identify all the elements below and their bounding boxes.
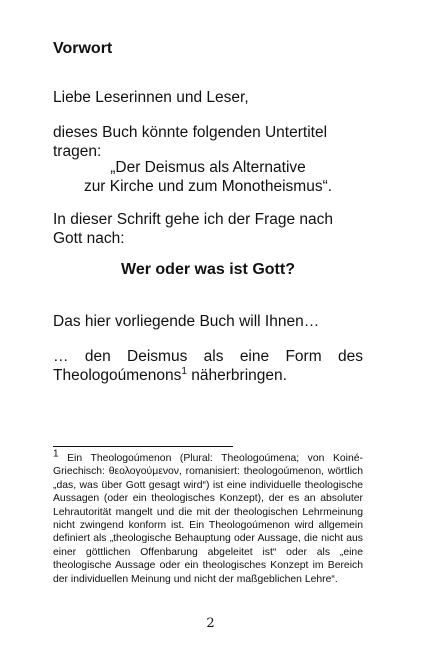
intro-paragraph: dieses Buch könnte folgenden Untertitel tragen:: [53, 124, 328, 160]
greeting-paragraph: Liebe Leserinnen und Leser,: [53, 89, 249, 106]
chapter-heading: Vorwort: [53, 40, 113, 57]
subtitle-quote: [53, 158, 363, 196]
deism-line-1: [53, 347, 363, 366]
deism-word: des: [337, 348, 363, 365]
subtitle-line-2: zur Kirche und zum Monotheismus“.: [83, 178, 333, 195]
theologoumenon-term: Theologoúmenons: [53, 367, 182, 384]
footnote-text: Ein Theologoúmenon (Plural: Theologoúmena; von Koiné-Griechisch: θεολογούμενον, romanisiert: theologoúmenon, wörtlich „das, was über Gott gesagt wird“) ist eine individuelle theologische Aussagen (oder ein theologisches Konzept), der es an absoluter Lehrautorität mangelt und die mit der theologischen Lehrmeinung nicht zwingend konform ist. Ein Theologoúmenon wird allgemein definiert als „theologische Behauptung oder Aussage, die nicht aus einer göttlichen Offenbarung abgeleitet ist“ oder als „eine theologische Aussage oder ein theologisches Konzept im Bereich der individuellen Meinung und nicht der maßgeblichen Lehre“.: [53, 453, 364, 585]
deism-word: …: [53, 348, 69, 365]
book-intro-paragraph: Das hier vorliegende Buch will Ihnen…: [53, 313, 320, 330]
deism-word: eine: [239, 348, 270, 365]
footnote: [53, 448, 364, 586]
main-question: Wer oder was ist Gott?: [121, 261, 295, 278]
deism-word: den: [84, 348, 111, 365]
footnote-reference[interactable]: 1: [181, 365, 187, 377]
footnote-separator: [53, 446, 233, 447]
subtitle-line-1: „Der Deismus als Alternative: [110, 159, 306, 176]
page-number: 2: [206, 616, 215, 631]
footnote-marker: 1: [53, 448, 59, 460]
deism-paragraph: [53, 347, 363, 385]
deism-line-2-rest: näherbringen.: [186, 367, 287, 384]
deism-word: Form: [285, 348, 322, 365]
deism-word: Deismus: [127, 348, 188, 365]
question-intro-paragraph: In dieser Schrift gehe ich der Frage nach Gott nach:: [53, 211, 334, 247]
deism-line-2: [53, 366, 363, 385]
deism-word: als: [203, 348, 224, 365]
